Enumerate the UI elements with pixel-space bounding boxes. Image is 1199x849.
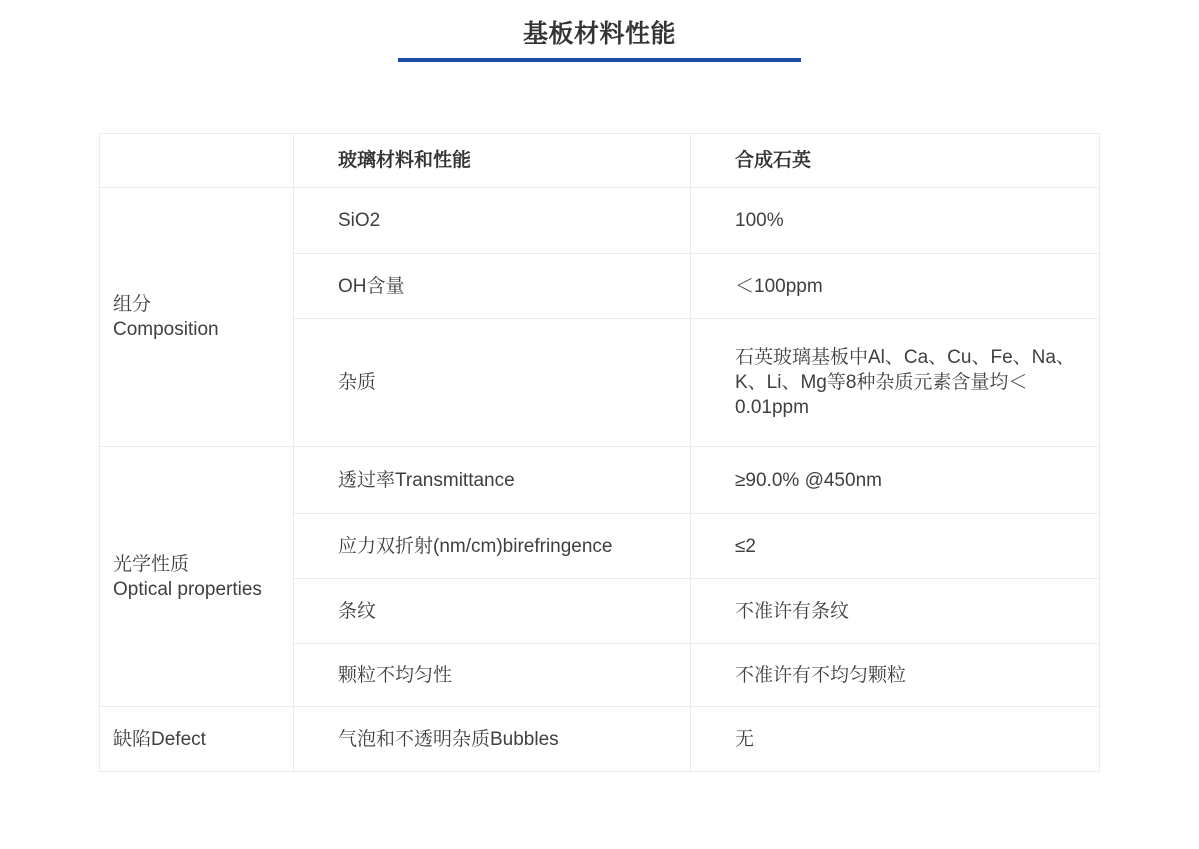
property-cell-oh-content: OH含量 <box>294 254 691 319</box>
table-row <box>100 707 1100 772</box>
value-cell-birefringence: ≤2 <box>691 514 1100 579</box>
value-cell-sio2: 100% <box>691 188 1100 254</box>
material-spec-table <box>99 133 1100 772</box>
group-label-en: Optical properties <box>113 578 262 600</box>
page-title: 基板材料性能 <box>522 20 676 48</box>
group-label-defect <box>100 707 294 772</box>
property-cell-impurity: 杂质 <box>294 319 691 447</box>
value-cell-granularity: 不准许有不均匀颗粒 <box>691 644 1100 707</box>
property-cell-birefringence: 应力双折射(nm/cm)birefringence <box>294 514 691 579</box>
property-cell-sio2: SiO2 <box>294 188 691 254</box>
group-label-zh: 光学性质 <box>113 553 190 575</box>
group-label-zh: 缺陷Defect <box>113 728 206 750</box>
property-cell-transmittance: 透过率Transmittance <box>294 447 691 514</box>
table-header-row <box>100 134 1100 188</box>
title-underline <box>398 58 801 62</box>
column-header-material: 合成石英 <box>691 134 1100 188</box>
value-cell-bubbles: 无 <box>691 707 1100 772</box>
table-row <box>100 447 1100 514</box>
column-header-property: 玻璃材料和性能 <box>294 134 691 188</box>
header-empty-cell <box>100 134 294 188</box>
property-cell-striae: 条纹 <box>294 579 691 644</box>
property-cell-granularity: 颗粒不均匀性 <box>294 644 691 707</box>
value-cell-striae: 不准许有条纹 <box>691 579 1100 644</box>
value-cell-impurity: 石英玻璃基板中Al、Ca、Cu、Fe、Na、K、Li、Mg等8种杂质元素含量均＜0.01ppm <box>691 319 1100 447</box>
property-cell-bubbles: 气泡和不透明杂质Bubbles <box>294 707 691 772</box>
group-label-en: Composition <box>113 319 219 340</box>
group-label-composition <box>100 188 294 447</box>
table-row <box>100 188 1100 254</box>
page-header <box>0 0 1199 62</box>
value-cell-transmittance: ≥90.0% @450nm <box>691 447 1100 514</box>
value-cell-oh-content: ＜100ppm <box>691 254 1100 319</box>
group-label-optical <box>100 447 294 707</box>
group-label-zh: 组分 <box>113 294 152 315</box>
